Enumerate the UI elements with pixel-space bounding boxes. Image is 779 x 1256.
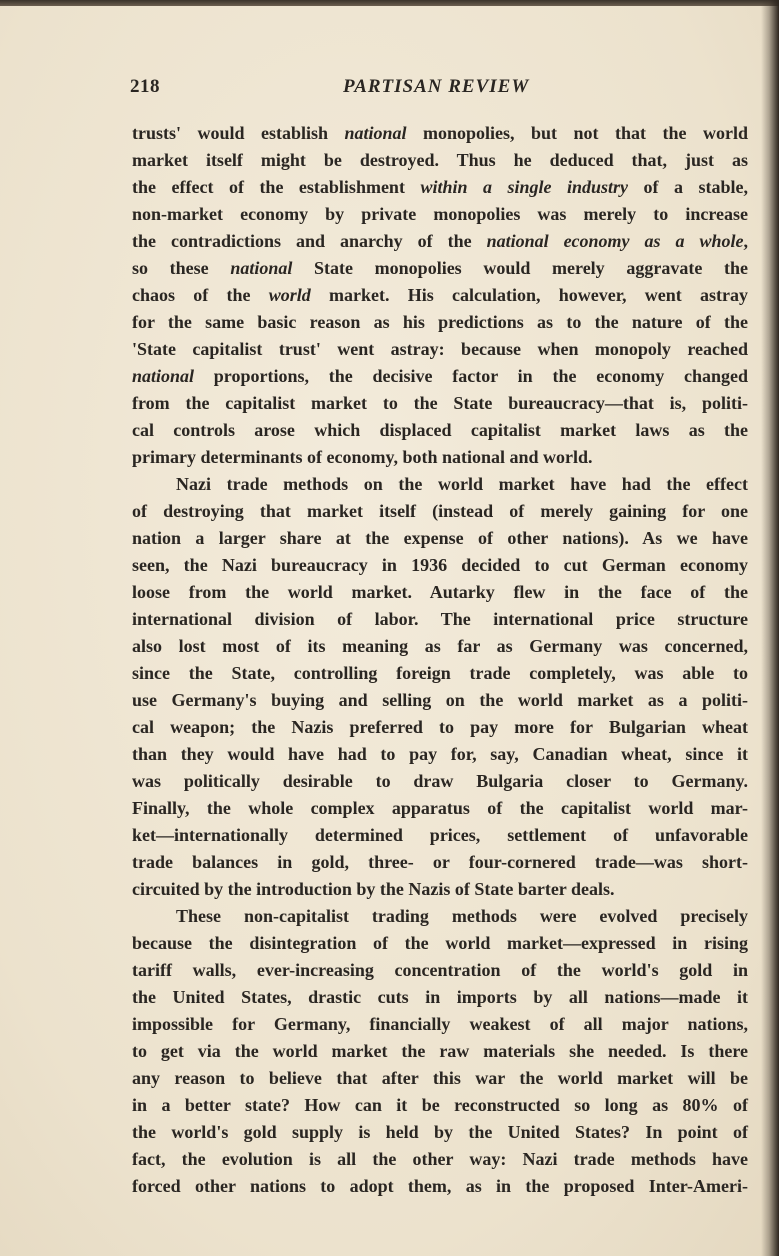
top-edge: [0, 0, 779, 6]
text-line: the effect of the establishment within a single industry of a stable,: [132, 177, 748, 197]
text-line: 'State capitalist trust' went astray: because when monopoly reached: [132, 339, 748, 359]
text-line: to get via the world market the raw materials she needed. Is there: [132, 1041, 748, 1061]
text-line: cal controls arose which displaced capitalist market laws as the: [132, 420, 748, 440]
text-line: since the State, controlling foreign trade completely, was able to: [132, 663, 748, 683]
text-line: Nazi trade methods on the world market have had the effect: [176, 474, 748, 494]
text-line: also lost most of its meaning as far as Germany was concerned,: [132, 636, 748, 656]
page-spine-shadow: [761, 0, 779, 1256]
text-line: These non-capitalist trading methods were evolved precisely: [176, 906, 748, 926]
page-number: 218: [130, 76, 160, 97]
text-line: nation a larger share at the expense of other nations). As we have: [132, 528, 748, 548]
text-line: any reason to believe that after this war the world market will be: [132, 1068, 748, 1088]
page-header: [130, 76, 750, 102]
text-line: the world's gold supply is held by the United States? In point of: [132, 1122, 748, 1142]
text-line: because the disintegration of the world market—expressed in rising: [132, 933, 748, 953]
text-line: the contradictions and anarchy of the national economy as a whole,: [132, 231, 748, 251]
text-line: so these national State monopolies would merely aggravate the: [132, 258, 748, 278]
text-line: the United States, drastic cuts in imports by all nations—made it: [132, 987, 748, 1007]
text-line: circuited by the introduction by the Nazis of State barter deals.: [132, 879, 615, 899]
text-line: impossible for Germany, financially weakest of all major nations,: [132, 1014, 748, 1034]
text-line: market itself might be destroyed. Thus he deduced that, just as: [132, 150, 748, 170]
text-line: seen, the Nazi bureaucracy in 1936 decided to cut German economy: [132, 555, 748, 575]
text-line: international division of labor. The international price structure: [132, 609, 748, 629]
text-line: loose from the world market. Autarky flew in the face of the: [132, 582, 748, 602]
text-line: primary determinants of economy, both national and world.: [132, 447, 593, 467]
text-line: from the capitalist market to the State bureaucracy—that is, politi-: [132, 393, 748, 413]
text-line: cal weapon; the Nazis preferred to pay more for Bulgarian wheat: [132, 717, 748, 737]
text-line: non-market economy by private monopolies was merely to increase: [132, 204, 748, 224]
text-line: than they would have had to pay for, say, Canadian wheat, since it: [132, 744, 748, 764]
text-line: national proportions, the decisive factor in the economy changed: [132, 366, 748, 386]
text-line: Finally, the whole complex apparatus of the capitalist world mar-: [132, 798, 748, 818]
text-line: trusts' would establish national monopolies, but not that the world: [132, 123, 748, 143]
body-text: [132, 120, 748, 1200]
text-line: use Germany's buying and selling on the world market as a politi-: [132, 690, 748, 710]
text-line: fact, the evolution is all the other way: Nazi trade methods have: [132, 1149, 748, 1169]
text-line: trade balances in gold, three- or four-cornered trade—was short-: [132, 852, 748, 872]
text-line: for the same basic reason as his predictions as to the nature of the: [132, 312, 748, 332]
text-line: in a better state? How can it be reconstructed so long as 80% of: [132, 1095, 748, 1115]
text-line: forced other nations to adopt them, as in the proposed Inter-Ameri-: [132, 1176, 748, 1196]
running-head: PARTISAN REVIEW: [343, 76, 530, 97]
text-line: tariff walls, ever-increasing concentration of the world's gold in: [132, 960, 748, 980]
text-line: chaos of the world market. His calculation, however, went astray: [132, 285, 748, 305]
text-line: of destroying that market itself (instead of merely gaining for one: [132, 501, 748, 521]
text-line: ket—internationally determined prices, settlement of unfavorable: [132, 825, 748, 845]
text-line: was politically desirable to draw Bulgaria closer to Germany.: [132, 771, 748, 791]
